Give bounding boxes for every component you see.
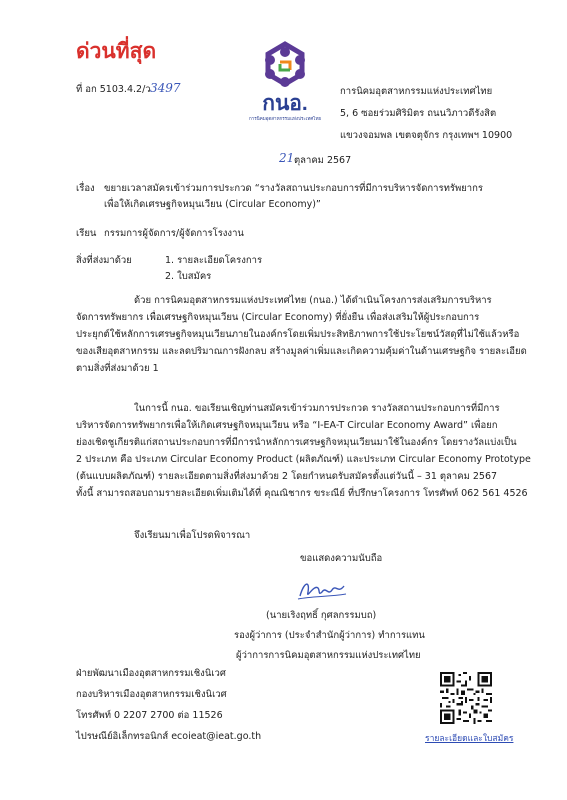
date-day: 21 [279,151,295,165]
sender-address-line1: การนิคมอุตสาหกรรมแห่งประเทศไทย [340,86,493,97]
paragraph-line: จัดการทรัพยากร เพื่อเศรษฐกิจหมุนเวียน (Circular Economy) ที่ยั่งยืน เพื่อส่งเสริมให้ผู้ประกอบการ [76,312,480,323]
paragraph-line: บริหารจัดการทรัพยากรเพื่อให้เกิดเศรษฐกิจหมุนเวียน หรือ “I-EA-T Circular Economy Award” เพื่อยก [76,420,498,431]
paragraph-line: ตามสิ่งที่ส่งมาด้วย 1 [76,363,159,374]
paragraph-line: ย่องเชิดชูเกียรติแก่สถานประกอบการที่มีการนำหลักการเศรษฐกิจหมุนเวียนมาใช้ในองค์กร โดยรางวัลแบ่งเป็น [76,437,517,448]
qr-caption-link[interactable]: รายละเอียดและใบสมัคร [425,734,514,744]
paragraph-line: 2 ประเภท คือ ประเภท Circular Economy Product (ผลิตภัณฑ์) และประเภท Circular Economy Prototype [76,454,531,465]
handwritten-signature [294,574,350,604]
body-paragraph-2 [76,400,531,502]
subject-line2: เพื่อให้เกิดเศรษฐกิจหมุนเวียน (Circular Economy)” [104,199,321,210]
enclosure-item-2: 2. ใบสมัคร [165,271,212,282]
paragraph-line: ประยุกต์ใช้หลักการเศรษฐกิจหมุนเวียนภายในองค์กรโดยเพิ่มประสิทธิภาพการใช้ประโยชน์วัสดุที่ไม่ใช้แล้วหรือ [76,329,520,340]
qr-code[interactable] [440,672,492,724]
urgency-stamp: ด่วนที่สุด [76,39,157,63]
body-paragraph-1 [76,292,527,377]
regards-line: ขอแสดงความนับถือ [300,553,383,564]
enclosure-item-1: 1. รายละเอียดโครงการ [165,255,263,266]
paragraph-line: (ต้นแบบผลิตภัณฑ์) รายละเอียดตามสิ่งที่ส่งมาด้วย 2 โดยกำหนดรับสมัครตั้งแต่วันนี้ – 31 ตุลาคม 2567 [76,471,498,482]
paragraph-line: ของเสียอุตสาหกรรม และลดปริมาณการฝังกลบ สร้างมูลค่าเพิ่มและเกิดความคุ้มค่าในด้านเศรษฐกิจ รายละเอียด [76,346,527,357]
paragraph-line: ด้วย การนิคมอุตสาหกรรมแห่งประเทศไทย (กนอ.) ได้ดำเนินโครงการส่งเสริมการบริหาร [134,295,492,306]
signatory-position-2: ผู้ว่าการการนิคมอุตสาหกรรมแห่งประเทศไทย [236,650,421,661]
footer-phone: โทรศัพท์ 0 2207 2700 ต่อ 11526 [76,710,223,721]
ieat-logo [244,40,326,124]
subject-line1: ขยายเวลาสมัครเข้าร่วมการประกวด “รางวัลสถานประกอบการที่มีการบริหารจัดการทรัพยากร [104,183,483,194]
footer-email: ไปรษณีย์อิเล็กทรอนิกส์ ecoieat@ieat.go.th [76,731,262,742]
enclosures-label: สิ่งที่ส่งมาด้วย [76,255,132,266]
date-month-year: ตุลาคม 2567 [294,155,352,166]
recipient-label: เรียน [76,228,97,239]
signatory-name: (นายเริงฤทธิ์ กุศลกรรมบถ) [266,610,377,621]
closing-line: จึงเรียนมาเพื่อโปรดพิจารณา [134,530,251,541]
logo-hexagon-mark [265,44,305,87]
footer-department-1: ฝ่ายพัฒนาเมืองอุตสาหกรรมเชิงนิเวศ [76,668,226,679]
paragraph-line: ทั้งนี้ สามารถสอบถามรายละเอียดเพิ่มเติมได้ที่ คุณณิชากร ขระณีย์ ที่ปรึกษาโครงการ โทรศัพท์ 062 561 4526 [76,488,528,499]
subject-label: เรื่อง [76,183,95,194]
sender-address-line2: 5, 6 ซอยร่วมศิริมิตร ถนนวิภาวดีรังสิต [340,108,497,119]
logo-text: กนอ. [262,92,308,115]
paragraph-line: ในการนี้ กนอ. ขอเรียนเชิญท่านสมัครเข้าร่วมการประกวด รางวัลสถานประกอบการที่มีการ [134,403,500,414]
footer-department-2: กองบริหารเมืองอุตสาหกรรมเชิงนิเวศ [76,689,227,700]
recipient-value: กรรมการผู้จัดการ/ผู้จัดการโรงงาน [104,228,244,239]
logo-caption: การนิคมอุตสาหกรรมแห่งประเทศไทย [248,117,322,122]
reference-number: 3497 [150,81,181,95]
signatory-position-1: รองผู้ว่าการ (ประจำสำนักผู้ว่าการ) ทำการแทน [234,630,425,641]
sender-address-line3: แขวงจอมพล เขตจตุจักร กรุงเทพฯ 10900 [340,130,513,141]
reference-label: ที่ อก 5103.4.2/ว [76,84,151,95]
